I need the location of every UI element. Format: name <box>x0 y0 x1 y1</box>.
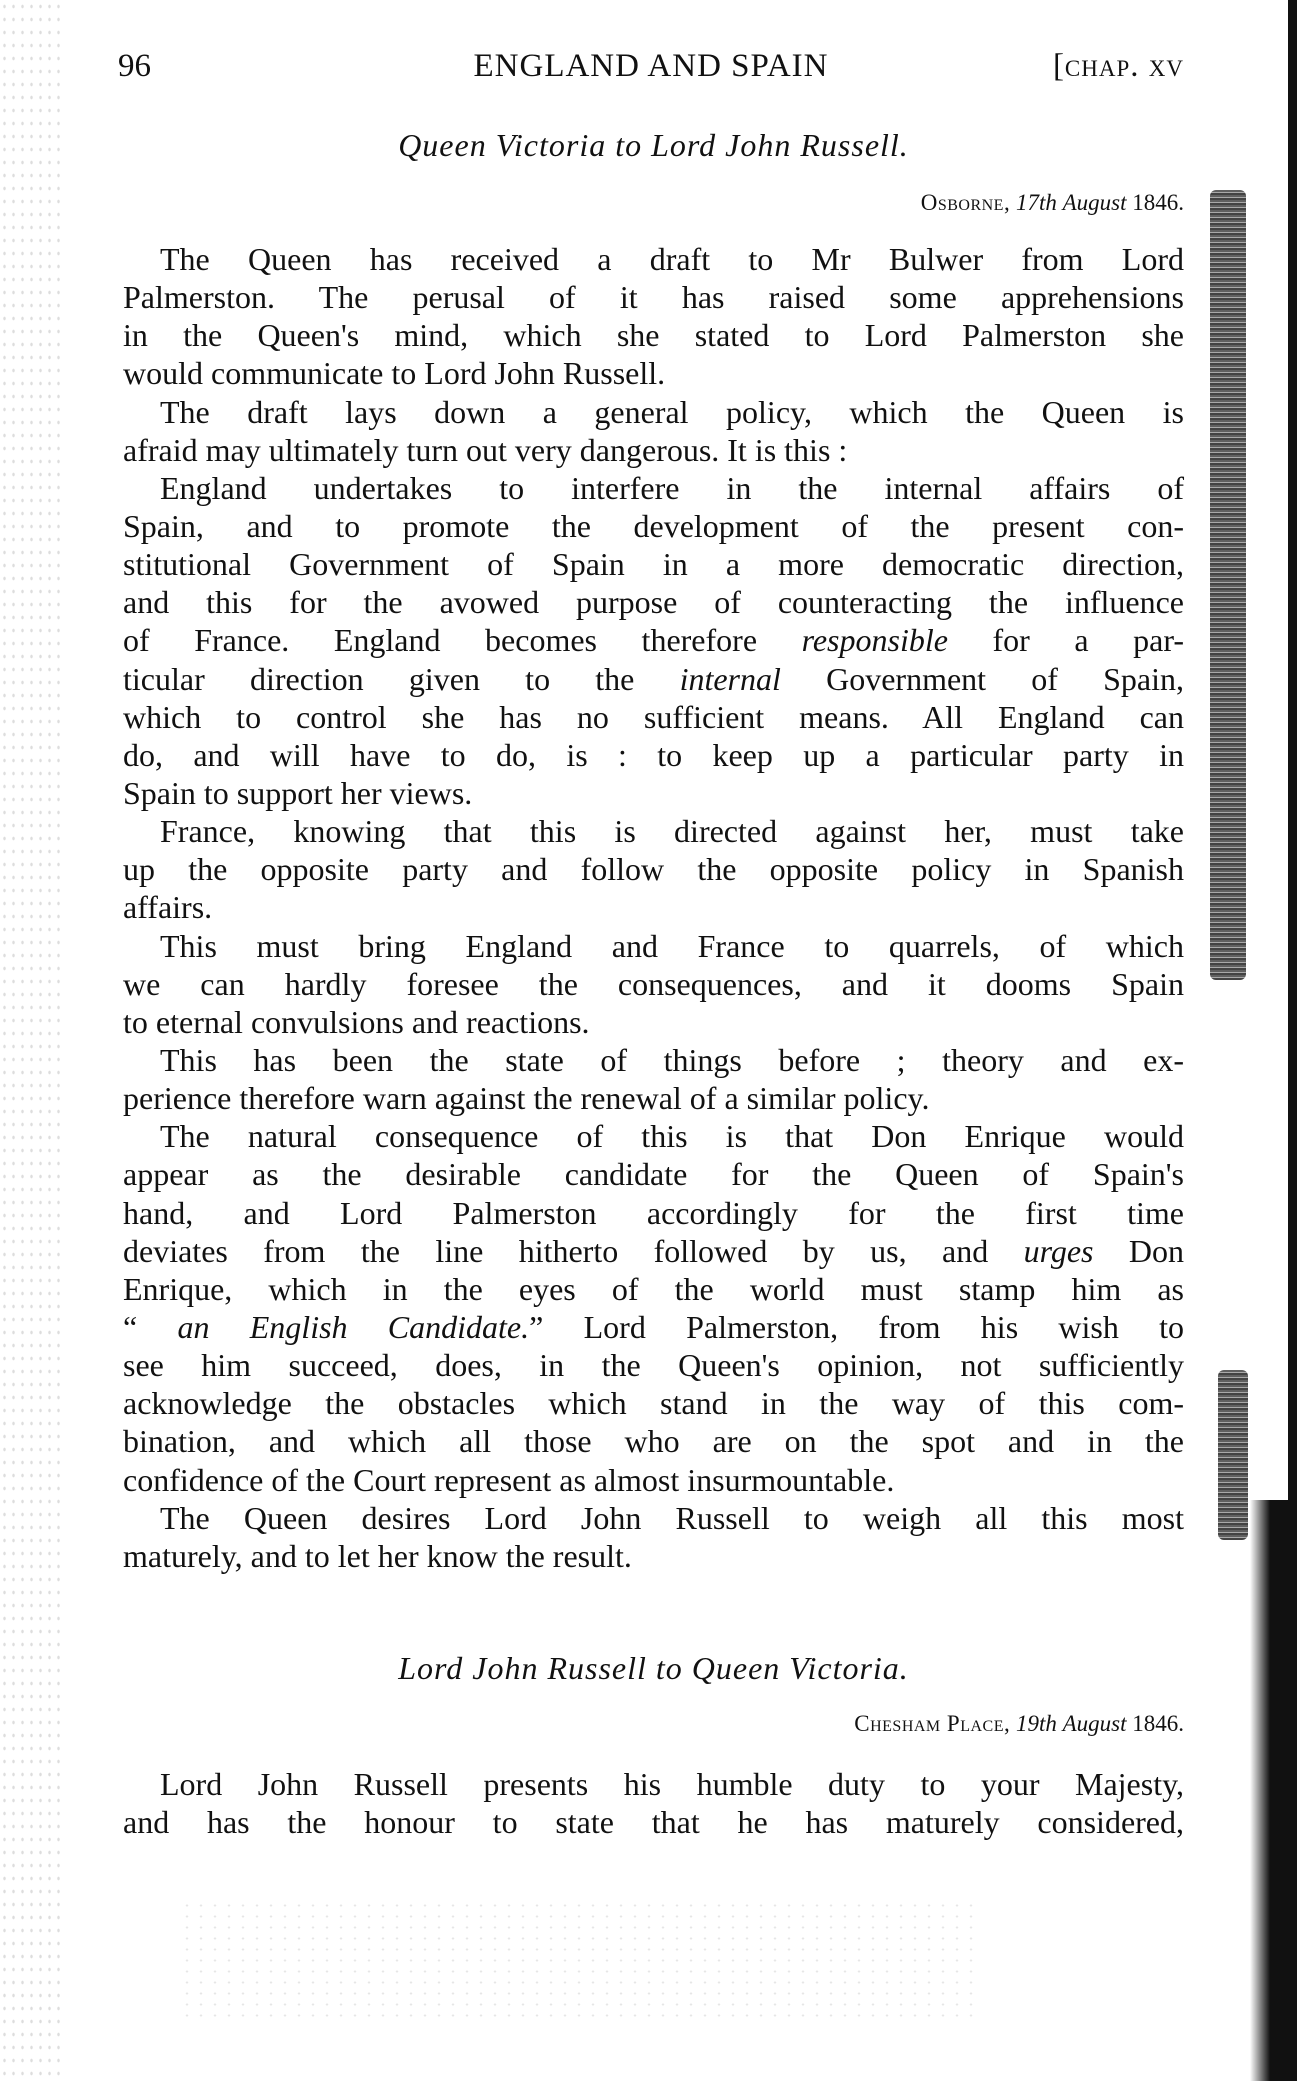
scan-bottom-speckle <box>180 1900 980 2020</box>
scan-binding-shadow <box>1210 190 1246 980</box>
date-month: August <box>1062 190 1127 215</box>
text-run: and this for the avowed purpose of counteracting the influence <box>123 584 1184 621</box>
text-line <box>123 1270 1184 1308</box>
text-run: Spain, and to promote the development of the present con- <box>123 507 1184 544</box>
text-run: acknowledge the obstacles which stand in the way of this com- <box>123 1385 1184 1422</box>
text-line <box>123 1384 1184 1422</box>
date-year: 1846. <box>1132 1711 1184 1736</box>
text-line <box>123 393 1184 431</box>
text-run: Palmerston. The perusal of it has raised some apprehensions <box>123 279 1184 316</box>
date-day: 19th <box>1015 1711 1057 1736</box>
text-line <box>123 1537 1184 1575</box>
scan-binding-shadow <box>1250 1500 1290 2081</box>
chapter-label: [chap. xv <box>1052 48 1184 84</box>
text-run: hand, and Lord Palmerston accordingly for the first time <box>123 1194 1184 1231</box>
text-run: up the opposite party and follow the opposite policy in Spanish <box>123 851 1184 888</box>
text-run: confidence of the Court represent as almost insurmountable. <box>123 1461 895 1498</box>
text-line <box>123 1079 1184 1117</box>
text-run: The draft lays down a general policy, which the Queen is <box>160 393 1184 430</box>
italic-text: internal <box>679 660 781 697</box>
running-head <box>118 48 1184 92</box>
text-run: see him succeed, does, in the Queen's opinion, not sufficiently <box>123 1347 1184 1384</box>
text-line <box>123 774 1184 812</box>
text-line <box>123 927 1184 965</box>
text-run: deviates from the line hitherto followed by us, and <box>123 1232 1024 1269</box>
italic-text: an English Candidate. <box>177 1308 530 1345</box>
text-run: stitutional Government of Spain in a more democratic direction, <box>123 546 1184 583</box>
text-line <box>123 1765 1184 1803</box>
text-run: appear as the desirable candidate for the Queen of Spain's <box>123 1156 1184 1193</box>
text-run: England undertakes to interfere in the internal affairs of <box>160 469 1184 506</box>
text-run: and has the honour to state that he has maturely considered, <box>123 1804 1184 1841</box>
scan-binding-shadow <box>1218 1370 1248 1540</box>
letter-body <box>123 1765 1184 1841</box>
text-run: Don <box>1093 1232 1184 1269</box>
text-line <box>123 736 1184 774</box>
date-place: Chesham Place, <box>854 1711 1011 1736</box>
date-day: 17th <box>1015 190 1057 215</box>
text-line <box>123 1308 1184 1346</box>
text-line <box>123 1041 1184 1079</box>
text-line <box>123 354 1184 392</box>
text-line <box>123 240 1184 278</box>
text-run: in the Queen's mind, which she stated to Lord Palmerston she <box>123 317 1184 354</box>
text-line <box>123 278 1184 316</box>
letter-heading: Lord John Russell to Queen Victoria. <box>398 1650 909 1686</box>
text-run: do, and will have to do, is : to keep up a particular party in <box>123 736 1184 773</box>
text-line <box>123 1194 1184 1232</box>
text-line <box>123 545 1184 583</box>
letter-dateline <box>854 1711 1184 1737</box>
letter-dateline <box>921 190 1184 216</box>
text-line <box>123 1803 1184 1841</box>
text-run: afraid may ultimately turn out very dangerous. It is this : <box>123 431 848 468</box>
letter-heading: Queen Victoria to Lord John Russell. <box>398 127 909 163</box>
letter-body <box>123 240 1184 1575</box>
text-run: Spain to support her views. <box>123 774 473 811</box>
text-run: which to control she has no sufficient means. All England can <box>123 698 1184 735</box>
date-place: Osborne, <box>920 190 1011 215</box>
text-run: This has been the state of things before ; theory and ex- <box>160 1041 1184 1078</box>
text-line <box>123 316 1184 354</box>
text-line <box>123 1461 1184 1499</box>
text-line <box>123 812 1184 850</box>
text-line <box>123 965 1184 1003</box>
text-line <box>123 621 1184 659</box>
page-number: 96 <box>118 48 151 84</box>
text-run: of France. England becomes therefore <box>123 622 802 659</box>
text-line <box>123 660 1184 698</box>
text-line <box>123 507 1184 545</box>
text-line <box>123 469 1184 507</box>
text-run: The natural consequence of this is that Don Enrique would <box>160 1118 1184 1155</box>
text-run: France, knowing that this is directed against her, must take <box>160 813 1184 850</box>
text-run: maturely, and to let her know the result. <box>123 1537 632 1574</box>
text-run: ticular direction given to the <box>123 660 680 697</box>
text-line <box>123 888 1184 926</box>
scan-margin-speckle <box>0 0 60 2081</box>
text-run: Government of Spain, <box>780 660 1184 697</box>
running-title: ENGLAND AND SPAIN <box>473 48 829 84</box>
text-line <box>123 431 1184 469</box>
text-run: bination, and which all those who are on the spot and in the <box>123 1423 1184 1460</box>
text-run: This must bring England and France to quarrels, of which <box>160 927 1184 964</box>
text-line <box>123 1117 1184 1155</box>
text-run: to eternal convulsions and reactions. <box>123 1003 590 1040</box>
text-line <box>123 1232 1184 1270</box>
text-line <box>123 583 1184 621</box>
text-line <box>123 698 1184 736</box>
text-run: affairs. <box>123 889 213 926</box>
text-run: for a par- <box>947 622 1185 659</box>
italic-text: urges <box>1023 1232 1094 1269</box>
text-run: The Queen has received a draft to Mr Bulwer from Lord <box>160 241 1184 277</box>
text-run: “ <box>123 1308 178 1345</box>
date-month: August <box>1062 1711 1127 1736</box>
text-line <box>123 850 1184 888</box>
text-run: we can hardly foresee the consequences, and it dooms Spain <box>123 965 1184 1002</box>
text-run: perience therefore warn against the renewal of a similar policy. <box>123 1080 930 1117</box>
text-run: ” Lord Palmerston, from his wish to <box>529 1308 1185 1345</box>
text-run: would communicate to Lord John Russell. <box>123 355 666 392</box>
date-year: 1846. <box>1132 190 1184 215</box>
text-line <box>123 1346 1184 1384</box>
text-line <box>123 1422 1184 1460</box>
text-run: The Queen desires Lord John Russell to weigh all this most <box>160 1499 1184 1536</box>
text-line <box>123 1155 1184 1193</box>
italic-text: responsible <box>801 622 948 659</box>
text-line <box>123 1499 1184 1537</box>
text-run: Enrique, which in the eyes of the world must stamp him as <box>123 1270 1184 1307</box>
text-line <box>123 1003 1184 1041</box>
text-run: Lord John Russell presents his humble duty to your Majesty, <box>160 1766 1184 1802</box>
